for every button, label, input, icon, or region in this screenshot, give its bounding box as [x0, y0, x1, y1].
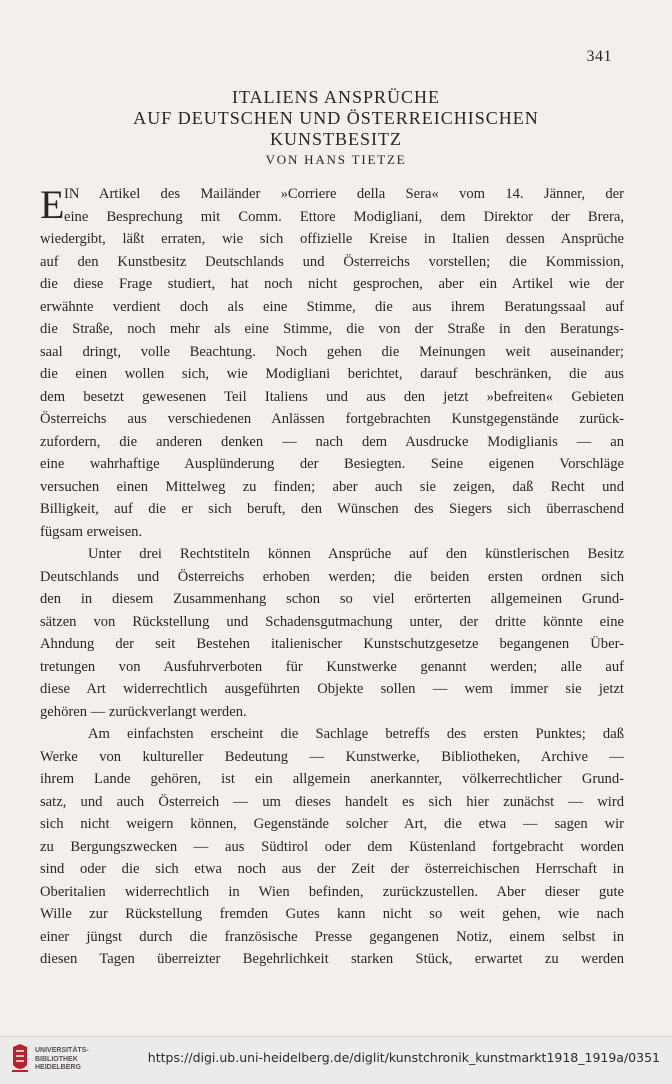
text-line: diese Art widerrechtlich ausgeführten Objekte sollen — wem immer sie jetzt — [40, 681, 624, 697]
library-name-line: UNIVERSITÄTS- — [35, 1047, 89, 1054]
text-line: eine wahrhaftige Ausplünderung der Besiegten. Seine eigenen Vorschläge — [40, 456, 624, 472]
text-line: die einen wollen sich, wie Modigliani berichtet, darauf beschränken, die aus — [40, 366, 624, 382]
text-line: tretungen von Ausfuhrverboten für Kunstwerke genannt werden; alle auf — [40, 658, 624, 675]
text-line: auf den Kunstbesitz Deutschlands und Österreichs vorstellen; die Kommission, — [40, 253, 624, 270]
text-line: zu Bergungszwecken — aus Südtirol oder dem Küstenland fortgebracht worden — [40, 838, 624, 855]
title-line: AUF DEUTSCHEN UND ÖSTERREICHISCHEN — [133, 108, 539, 128]
text-line: satz, und auch Österreich — um dieses handelt es sich hier zunächst — wird — [40, 793, 624, 810]
text-line: ihrem Lande gehören, ist ein allgemein anerkannter, völkerrechtlicher Grund- — [40, 771, 624, 787]
text-line: sich nicht weigern können, Gegenstände solcher Art, die etwa — sagen wir — [40, 816, 624, 832]
title-line: KUNSTBESITZ — [270, 129, 402, 149]
text-line: die Straße, noch mehr als eine Stimme, die von der Straße in den Beratungs- — [40, 321, 624, 337]
text-line: einer jüngst durch die französische Presse gegangenen Notiz, einem selbst in — [40, 928, 624, 945]
text-line: gehören — zurückverlangt werden. — [40, 703, 247, 720]
text-line: Österreichs aus verschiedenen Anlässen fortgebrachten Kunstgegenstände zurück- — [40, 411, 624, 427]
permalink-url[interactable]: https://digi.ub.uni-heidelberg.de/diglit/kunstchronik_kunstmarkt1918_1919a/0351 — [147, 1050, 660, 1065]
text-line: diesen Tagen überreizter Begehrlichkeit starken Stück, erwartet zu werden — [40, 951, 624, 967]
text-line: IN Artikel des Mailänder »Corriere della Sera« vom 14. Jänner, der — [64, 186, 624, 202]
paragraph-2 — [40, 543, 624, 723]
text-line: Oberitalien widerrechtlich in Wien befinden, zurückzustellen. Aber dieser gute — [40, 883, 624, 900]
text-line: sätzen von Rückstellung und Schadensgutmachung unter, der dritte könnte eine — [40, 613, 624, 630]
text-line: versuchen einen Mittelweg zu finden; aber auch sie zeigen, daß Recht und — [40, 478, 624, 495]
author-byline: VON HANS TIETZE — [265, 152, 407, 167]
article-title — [0, 87, 672, 150]
text-line: saal dringt, volle Beachtung. Noch gehen die Meinungen weit auseinander; — [40, 343, 624, 360]
text-line: Am einfachsten erscheint die Sachlage betreffs des ersten Punktes; daß — [88, 726, 624, 742]
text-line: sind oder die sich etwa noch aus der Zeit der österreichischen Herrschaft in — [40, 861, 624, 877]
paragraph-1 — [40, 183, 624, 543]
text-line: dem besetzt gewesenen Teil Italiens und aus den jetzt »befreiten« Gebieten — [40, 388, 624, 405]
viewer-footer — [0, 1036, 672, 1084]
library-name-line: BIBLIOTHEK — [35, 1055, 78, 1063]
library-name[interactable] — [35, 1047, 89, 1073]
text-line: zufordern, die anderen denken — nach dem Ausdrucke Modiglianis — an — [40, 433, 624, 450]
text-line: wiedergibt, läßt erraten, wie sich offizielle Kreise in Italien dessen Ansprüche — [40, 231, 624, 247]
page-number: 341 — [586, 48, 612, 65]
university-logo-icon[interactable] — [10, 1043, 30, 1077]
text-line: eine Besprechung mit Comm. Ettore Modigliani, dem Direktor der Brera, — [64, 208, 624, 225]
drop-cap: E — [40, 182, 65, 227]
text-line: erwähnte verdient doch als eine Stimme, die aus ihrem Beratungssaal auf — [40, 298, 624, 315]
text-line: Billigkeit, auf die er sich beruft, den Wünschen des Siegers sich überraschend — [40, 501, 624, 517]
text-line: die diese Frage studiert, hat noch nicht gesprochen, aber ein Artikel wie der — [40, 276, 624, 292]
title-line: ITALIENS ANSPRÜCHE — [231, 87, 441, 107]
article-body — [40, 183, 624, 971]
text-line: Unter drei Rechtstiteln können Ansprüche auf den künstlerischen Besitz — [88, 546, 624, 562]
text-line: Ahndung der seit Bestehen italienischer Kunstschutzgesetze begangenen Über- — [40, 636, 624, 652]
paragraph-3 — [40, 723, 624, 971]
text-line: fügsam erweisen. — [40, 523, 143, 540]
text-line: den in diesem Zusammenhang schon so viel erörterten allgemeinen Grund- — [40, 591, 624, 607]
text-line: Deutschlands und Österreichs erhoben werden; die beiden ersten ordnen sich — [40, 568, 624, 585]
text-line: Werke von kultureller Bedeutung — Kunstwerke, Bibliotheken, Archive — — [40, 748, 624, 765]
library-name-line: HEIDELBERG — [35, 1064, 81, 1071]
text-line: Wille zur Rückstellung fremden Gutes kann nicht so weit gehen, wie nach — [40, 906, 624, 922]
